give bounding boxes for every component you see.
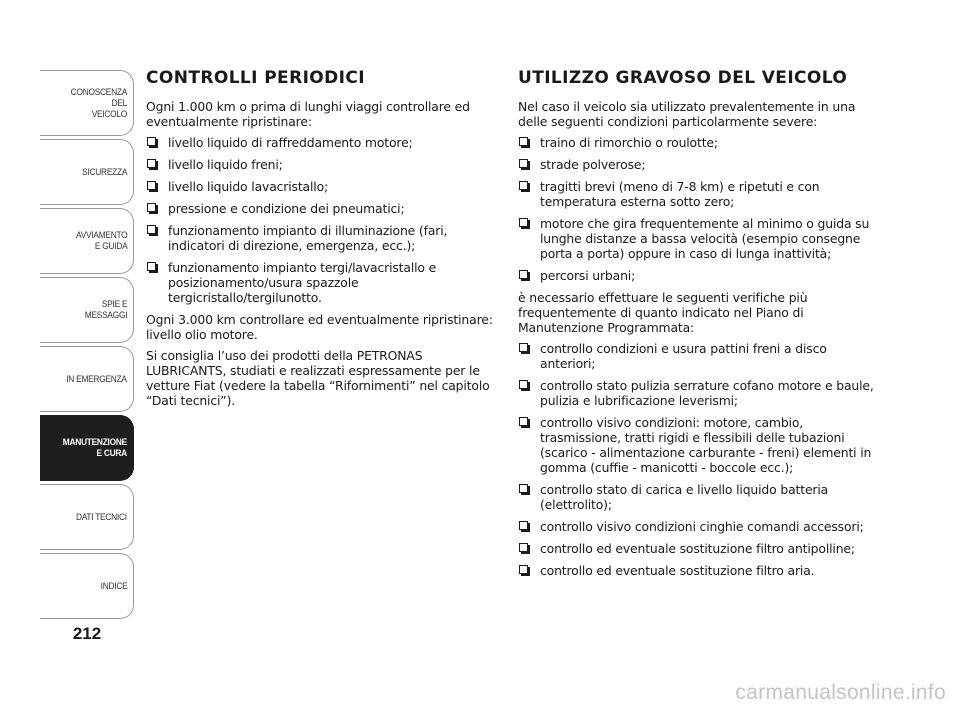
list-item-text: livello liquido lavacristallo; [168,179,329,194]
list-item-text: funzionamento impianto di illuminazione (fari, indicatori di direzione, emergenza, ecc.); [168,223,448,253]
list-item-text: tragitti brevi (meno di 7-8 km) e ripetuti e con temperatura esterna sotto zero; [540,179,820,209]
checkbox-bullet-icon [147,203,156,212]
checkbox-bullet-icon [147,137,156,146]
list-item-text: percorsi urbani; [540,268,636,283]
checkbox-bullet-icon [519,484,528,493]
checkbox-bullet-icon [519,380,528,389]
list-item [518,415,878,475]
verification-paragraph: è necessario effettuare le seguenti verifiche più frequentemente di quanto indicato nel Piano di Manutenzione Programmata: [518,290,808,335]
list-item [518,216,878,261]
checkbox-bullet-icon [519,521,528,530]
tab-sicurezza[interactable] [40,139,134,205]
checkbox-bullet-icon [519,218,528,227]
list-item-text: livello liquido di raffreddamento motore; [168,135,413,150]
tab-in-emergenza[interactable] [40,346,134,412]
tab-dati-tecnici[interactable] [40,484,134,550]
tab-avviamento-e-guida[interactable] [40,208,134,274]
section-heading: UTILIZZO GRAVOSO DEL VEICOLO [518,68,848,88]
section-controlli-periodici [146,68,498,414]
list-item [518,378,878,408]
chapter-tabs [40,70,134,622]
checkbox-bullet-icon [147,262,156,271]
tab-label: AVVIAMENTO E GUIDA [75,230,127,252]
list-item [518,482,878,512]
list-item-text: motore che gira frequentemente al minimo o guida su lunghe distanze a bassa velocità (esempio consegne porta a porta) oppure in caso di lunga inattività; [540,216,870,261]
tab-label: SPIE E MESSAGGI [84,299,127,321]
list-item [146,157,498,172]
section-utilizzo-gravoso [518,68,878,585]
list-item-text: controllo ed eventuale sostituzione filtro aria. [540,563,815,578]
list-item-text: controllo ed eventuale sostituzione filtro antipolline; [540,541,855,556]
list-item-text: controllo stato pulizia serrature cofano motore e baule, pulizia e lubrificazione leverismi; [540,378,874,408]
tab-conoscenza-del-veicolo[interactable] [40,70,134,136]
list-item [518,179,878,209]
checkbox-bullet-icon [519,159,528,168]
intro-paragraph: Ogni 1.000 km o prima di lunghi viaggi controllare ed eventualmente ripristinare: [146,99,470,129]
list-item [146,179,498,194]
list-item-text: controllo visivo condizioni: motore, cambio, trasmissione, tratti rigidi e flessibili delle tubazioni (scarico - alimentazione carburante - freni) elementi in gomma (cuffie - manicotti - boccole ecc.); [540,415,872,475]
list-item-text: controllo stato di carica e livello liquido batteria (elettrolito); [540,482,829,512]
list-item [518,135,878,150]
list-item-text: funzionamento impianto tergi/lavacristallo e posizionamento/usura spazzole tergicristallo/tergilunotto. [168,260,437,305]
tab-spie-e-messaggi[interactable] [40,277,134,343]
conditions-list [518,135,878,283]
checkbox-bullet-icon [147,181,156,190]
checklist [146,135,498,305]
list-item-text: controllo condizioni e usura pattini freni a disco anteriori; [540,341,827,371]
tab-label: IN EMERGENZA [66,373,127,385]
intro-paragraph: Nel caso il veicolo sia utilizzato prevalentemente in una delle seguenti condizioni particolarmente severe: [518,99,856,129]
list-item-text: traino di rimorchio o roulotte; [540,135,718,150]
list-item [518,541,878,556]
checkbox-bullet-icon [147,159,156,168]
checkbox-bullet-icon [147,225,156,234]
list-item [146,201,498,216]
tab-label: CONOSCENZA DEL VEICOLO [70,86,127,120]
section-heading: CONTROLLI PERIODICI [146,68,365,88]
watermark: carmanualsonline.info [735,681,946,704]
list-item [518,563,878,578]
tab-label: DATI TECNICI [76,511,127,523]
list-item-text: controllo visivo condizioni cinghie comandi accessori; [540,519,864,534]
list-item [518,519,878,534]
list-item [518,268,878,283]
tab-manutenzione-e-cura[interactable] [40,415,134,481]
page-number: 212 [72,624,102,643]
list-item [518,341,878,371]
checkbox-bullet-icon [519,181,528,190]
checkbox-bullet-icon [519,565,528,574]
oil-check-paragraph: Ogni 3.000 km controllare ed eventualmente ripristinare: livello olio motore. [146,312,493,342]
tab-label: INDICE [100,580,127,592]
list-item [146,135,498,150]
checkbox-bullet-icon [519,270,528,279]
list-item [146,260,498,305]
checkbox-bullet-icon [519,417,528,426]
checkbox-bullet-icon [519,343,528,352]
verification-list [518,341,878,578]
checkbox-bullet-icon [519,543,528,552]
tab-indice[interactable] [40,553,134,619]
tab-label: SICUREZZA [81,166,127,178]
list-item [518,157,878,172]
list-item-text: strade polverose; [540,157,646,172]
list-item-text: livello liquido freni; [168,157,283,172]
checkbox-bullet-icon [519,137,528,146]
list-item [146,223,498,253]
lubricants-paragraph: Si consiglia l’uso dei prodotti della PETRONAS LUBRICANTS, studiati e realizzati espressamente per le vetture Fiat (vedere la tabella “Rifornimenti” nel capitolo “Dati tecnici”). [146,348,490,408]
tab-label: MANUTENZIONE E CURA [62,437,127,459]
list-item-text: pressione e condizione dei pneumatici; [168,201,405,216]
